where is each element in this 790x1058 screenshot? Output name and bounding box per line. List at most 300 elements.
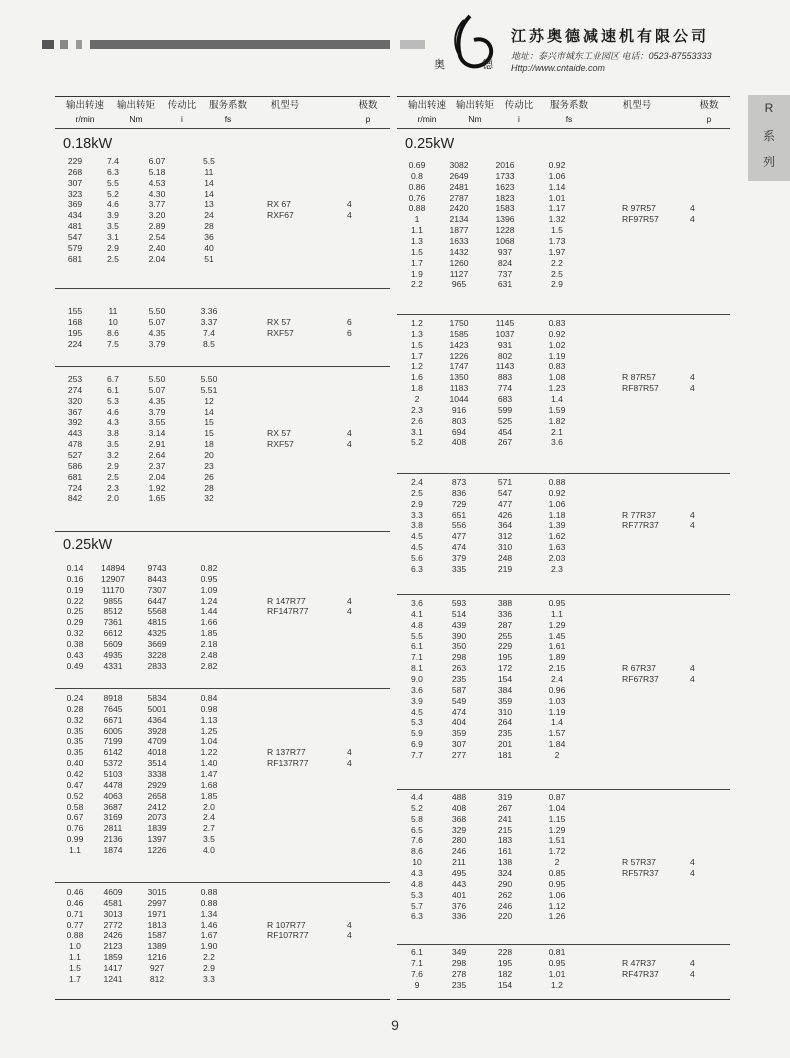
table-cell: 4331 bbox=[103, 660, 123, 671]
table-cell: 262 bbox=[497, 889, 513, 900]
table-row bbox=[397, 520, 730, 531]
table-cell: 310 bbox=[497, 542, 513, 553]
table-cell: 1585 bbox=[449, 328, 469, 339]
table-cell: 1241 bbox=[103, 973, 123, 984]
table-cell: 267 bbox=[497, 802, 513, 813]
table-cell: 2.2 bbox=[411, 279, 423, 290]
gearbox-model: RF147R77 bbox=[267, 606, 309, 617]
table-cell: 7307 bbox=[147, 584, 167, 595]
table-row bbox=[55, 450, 390, 461]
table-cell: 3.1 bbox=[107, 231, 119, 242]
table-cell: 1.5 bbox=[69, 962, 81, 973]
table-cell: 1.08 bbox=[548, 372, 566, 383]
table-row bbox=[55, 596, 390, 607]
table-cell: 1.89 bbox=[548, 652, 566, 663]
table-cell: 310 bbox=[497, 706, 513, 717]
table-cell: 3928 bbox=[147, 725, 167, 736]
table-cell: 264 bbox=[497, 717, 513, 728]
table-cell: 0.14 bbox=[66, 563, 84, 573]
table-cell: 4.1 bbox=[411, 608, 423, 619]
table-cell: 0.46 bbox=[66, 887, 84, 897]
table-row bbox=[55, 428, 390, 439]
side-tab-text: 系 bbox=[762, 129, 775, 143]
table-cell: 4478 bbox=[103, 779, 123, 790]
table-row bbox=[55, 909, 390, 920]
table-cell: 556 bbox=[451, 520, 467, 531]
table-cell: 0.76 bbox=[408, 192, 426, 203]
table-cell: 0.71 bbox=[66, 908, 84, 919]
table-cell: 298 bbox=[451, 957, 467, 968]
table-row bbox=[55, 715, 390, 726]
table-cell: 0.38 bbox=[66, 638, 84, 649]
table-cell: 0.67 bbox=[66, 812, 84, 823]
table-cell: 8.6 bbox=[411, 846, 423, 857]
table-cell: 349 bbox=[451, 947, 467, 957]
pole-count: 4 bbox=[690, 673, 695, 684]
table-cell: 443 bbox=[451, 878, 467, 889]
table-cell: 1.18 bbox=[548, 509, 566, 520]
table-cell: 229 bbox=[67, 156, 83, 166]
table-row bbox=[397, 879, 730, 890]
table-cell: 9855 bbox=[103, 595, 123, 606]
pole-count: 4 bbox=[690, 957, 695, 968]
table-cell: 883 bbox=[497, 372, 513, 383]
table-header-row bbox=[55, 97, 390, 129]
table-cell: 6.1 bbox=[107, 384, 119, 395]
table-cell: 1.85 bbox=[200, 790, 218, 801]
table-row bbox=[55, 791, 390, 802]
table-cell: 439 bbox=[451, 619, 467, 630]
table-cell: 3.5 bbox=[107, 439, 119, 450]
table-cell: 5.3 bbox=[411, 717, 423, 728]
table-cell: 312 bbox=[497, 531, 513, 542]
column-header bbox=[679, 97, 739, 124]
gearbox-model: RXF57 bbox=[267, 327, 294, 338]
table-row bbox=[55, 243, 390, 254]
table-cell: 5.18 bbox=[148, 166, 166, 177]
table-row bbox=[397, 236, 730, 247]
table-row bbox=[397, 707, 730, 718]
table-cell: 4.30 bbox=[148, 188, 166, 199]
table-cell: 224 bbox=[67, 338, 83, 349]
table-cell: 0.25 bbox=[66, 606, 84, 617]
table-cell: 1823 bbox=[495, 192, 515, 203]
table-cell: 547 bbox=[67, 231, 83, 242]
table-cell: 1.3 bbox=[411, 328, 423, 339]
table-cell: 1.3 bbox=[411, 235, 423, 246]
pole-count: 4 bbox=[690, 372, 695, 383]
table-cell: 290 bbox=[497, 878, 513, 889]
column-header-label: 输出转速 bbox=[407, 100, 446, 111]
table-cell: 0.32 bbox=[66, 628, 84, 639]
table-row bbox=[397, 609, 730, 620]
table-cell: 1145 bbox=[495, 318, 515, 328]
table-cell: 477 bbox=[497, 498, 513, 509]
table-cell: 183 bbox=[497, 835, 513, 846]
table-cell: 3082 bbox=[449, 160, 469, 170]
table-row bbox=[55, 585, 390, 596]
table-row bbox=[55, 210, 390, 221]
header-stripe bbox=[400, 40, 425, 49]
pole-count: 4 bbox=[690, 203, 695, 214]
table-cell: 5609 bbox=[103, 638, 123, 649]
table-cell: 307 bbox=[67, 177, 83, 188]
table-cell: 18 bbox=[204, 439, 214, 450]
table-cell: 4609 bbox=[103, 887, 123, 897]
table-row bbox=[55, 823, 390, 834]
power-rating-title: 0.18kW bbox=[63, 136, 113, 152]
table-cell: 495 bbox=[451, 867, 467, 878]
table-row bbox=[397, 258, 730, 269]
table-cell: 1.97 bbox=[548, 246, 566, 257]
table-row bbox=[55, 417, 390, 428]
table-cell: 547 bbox=[497, 487, 513, 498]
table-cell: 1583 bbox=[495, 203, 515, 214]
table-row bbox=[397, 846, 730, 857]
table-cell: 2.7 bbox=[203, 823, 215, 834]
table-row bbox=[55, 254, 390, 265]
table-cell: 0.43 bbox=[66, 649, 84, 660]
table-cell: 379 bbox=[451, 552, 467, 563]
table-cell: 280 bbox=[451, 835, 467, 846]
table-row bbox=[55, 661, 390, 672]
table-cell: 15 bbox=[204, 417, 214, 428]
column-header-unit: Nm bbox=[129, 114, 143, 124]
pole-count: 4 bbox=[347, 595, 352, 606]
table-cell: 23 bbox=[204, 460, 214, 471]
table-cell: 2.3 bbox=[411, 404, 423, 415]
table-cell: 1623 bbox=[495, 181, 515, 192]
table-row bbox=[397, 269, 730, 280]
gearbox-model: R 67R37 bbox=[622, 663, 656, 674]
table-cell: 1.4 bbox=[551, 393, 563, 404]
table-cell: 6612 bbox=[103, 628, 123, 639]
table-cell: 319 bbox=[497, 792, 513, 802]
table-cell: 155 bbox=[67, 306, 83, 316]
table-cell: 5.3 bbox=[411, 889, 423, 900]
table-cell: 1.8 bbox=[411, 383, 423, 394]
table-row bbox=[55, 974, 390, 985]
table-cell: 737 bbox=[497, 268, 513, 279]
table-cell: 5.07 bbox=[148, 384, 166, 395]
table-row bbox=[55, 617, 390, 628]
left-selection-table bbox=[55, 96, 390, 1000]
table-cell: 3013 bbox=[103, 908, 123, 919]
table-cell: 842 bbox=[67, 493, 83, 504]
table-cell: 3.6 bbox=[551, 437, 563, 448]
table-row bbox=[55, 736, 390, 747]
table-row bbox=[397, 980, 730, 991]
table-cell: 5834 bbox=[147, 693, 167, 703]
table-cell: 3.1 bbox=[411, 426, 423, 437]
table-cell: 488 bbox=[451, 792, 467, 802]
table-cell: 1.2 bbox=[411, 361, 423, 372]
table-cell: 7361 bbox=[103, 617, 123, 628]
table-cell: 228 bbox=[497, 947, 513, 957]
table-cell: 235 bbox=[451, 673, 467, 684]
table-cell: 2.5 bbox=[107, 253, 119, 264]
table-cell: 4815 bbox=[147, 617, 167, 628]
table-row bbox=[397, 814, 730, 825]
table-cell: 0.81 bbox=[548, 947, 566, 957]
table-cell: 2134 bbox=[449, 214, 469, 225]
column-header-label: 机型号 bbox=[622, 100, 652, 111]
pole-count: 4 bbox=[690, 857, 695, 868]
table-cell: 931 bbox=[497, 339, 513, 350]
table-cell: 0.82 bbox=[200, 563, 218, 573]
table-cell: 0.96 bbox=[548, 684, 566, 695]
table-cell: 3.8 bbox=[107, 428, 119, 439]
table-cell: 1.06 bbox=[548, 170, 566, 181]
gearbox-model: R 97R57 bbox=[622, 203, 656, 214]
table-cell: 0.19 bbox=[66, 584, 84, 595]
power-rating-title: 0.25kW bbox=[63, 537, 113, 553]
table-cell: 1.1 bbox=[69, 952, 81, 963]
table-row bbox=[55, 650, 390, 661]
table-cell: 0.16 bbox=[66, 573, 84, 584]
table-row bbox=[397, 641, 730, 652]
table-cell: 1.6 bbox=[411, 372, 423, 383]
company-logo bbox=[430, 12, 505, 74]
table-cell: 812 bbox=[149, 973, 165, 984]
table-row bbox=[55, 747, 390, 758]
table-row bbox=[397, 542, 730, 553]
table-row bbox=[55, 317, 390, 328]
table-row bbox=[55, 845, 390, 856]
table-cell: 7.4 bbox=[203, 327, 215, 338]
table-cell: 3.37 bbox=[200, 316, 218, 327]
table-row bbox=[55, 339, 390, 350]
table-cell: 7.6 bbox=[411, 835, 423, 846]
table-cell: 401 bbox=[451, 889, 467, 900]
table-row bbox=[55, 920, 390, 931]
table-cell: 1037 bbox=[495, 328, 515, 339]
gearbox-model: R 147R77 bbox=[267, 595, 306, 606]
table-cell: 1.12 bbox=[548, 900, 566, 911]
table-cell: 2.2 bbox=[203, 952, 215, 963]
table-cell: 426 bbox=[497, 509, 513, 520]
table-cell: 1226 bbox=[147, 844, 167, 855]
side-tab-text: R bbox=[764, 101, 774, 115]
table-row bbox=[397, 835, 730, 846]
table-row bbox=[55, 963, 390, 974]
table-cell: 255 bbox=[497, 630, 513, 641]
table-cell: 0.29 bbox=[66, 617, 84, 628]
table-cell: 2.91 bbox=[148, 439, 166, 450]
table-row bbox=[55, 758, 390, 769]
table-cell: 3514 bbox=[147, 758, 167, 769]
table-row bbox=[397, 663, 730, 674]
table-cell: 1216 bbox=[147, 952, 167, 963]
table-cell: 4.35 bbox=[148, 327, 166, 338]
table-cell: 587 bbox=[451, 684, 467, 695]
table-cell: 1.73 bbox=[548, 235, 566, 246]
table-cell: 1.45 bbox=[548, 630, 566, 641]
table-cell: 8.6 bbox=[107, 327, 119, 338]
table-cell: 138 bbox=[497, 857, 513, 868]
table-row bbox=[397, 803, 730, 814]
gearbox-model: RX 67 bbox=[267, 199, 291, 210]
table-cell: 474 bbox=[451, 706, 467, 717]
table-cell: 235 bbox=[497, 728, 513, 739]
table-cell: 2.15 bbox=[548, 663, 566, 674]
table-row bbox=[397, 279, 730, 290]
table-cell: 4018 bbox=[147, 747, 167, 758]
column-header-unit: p bbox=[706, 114, 712, 124]
table-row bbox=[397, 728, 730, 739]
table-cell: 683 bbox=[497, 393, 513, 404]
table-cell: 571 bbox=[497, 477, 513, 487]
table-cell: 1.06 bbox=[548, 889, 566, 900]
table-cell: 4364 bbox=[147, 714, 167, 725]
table-cell: 2.54 bbox=[148, 231, 166, 242]
table-cell: 1228 bbox=[495, 225, 515, 236]
column-header bbox=[539, 97, 599, 124]
table-cell: 3.55 bbox=[148, 417, 166, 428]
table-cell: 0.69 bbox=[408, 160, 426, 170]
header-stripe bbox=[60, 40, 68, 49]
table-cell: 4063 bbox=[103, 790, 123, 801]
table-row bbox=[397, 792, 730, 803]
table-cell: 10 bbox=[108, 316, 118, 327]
table-cell: 4325 bbox=[147, 628, 167, 639]
table-cell: 0.99 bbox=[66, 834, 84, 845]
table-cell: 0.49 bbox=[66, 660, 84, 671]
table-cell: 3.79 bbox=[148, 338, 166, 349]
table-cell: 7.1 bbox=[411, 957, 423, 968]
table-cell: 2.64 bbox=[148, 449, 166, 460]
table-cell: 182 bbox=[497, 968, 513, 979]
table-cell: 329 bbox=[451, 824, 467, 835]
table-cell: 1.51 bbox=[548, 835, 566, 846]
table-cell: 287 bbox=[497, 619, 513, 630]
table-cell: 229 bbox=[497, 641, 513, 652]
pole-count: 4 bbox=[690, 509, 695, 520]
table-row bbox=[55, 834, 390, 845]
table-row bbox=[55, 704, 390, 715]
table-cell: 6.3 bbox=[107, 166, 119, 177]
pole-count: 6 bbox=[347, 316, 352, 327]
table-cell: 0.98 bbox=[200, 703, 218, 714]
table-cell: 5.50 bbox=[148, 374, 166, 384]
table-cell: 1.24 bbox=[200, 595, 218, 606]
table-cell: 1733 bbox=[495, 170, 515, 181]
column-header-unit: i bbox=[181, 114, 183, 124]
table-cell: 5.50 bbox=[148, 306, 166, 316]
table-cell: 9 bbox=[414, 979, 420, 990]
table-cell: 0.95 bbox=[548, 598, 566, 608]
pole-count: 4 bbox=[347, 199, 352, 210]
table-cell: 1.65 bbox=[148, 493, 166, 504]
table-cell: 3.6 bbox=[411, 684, 423, 695]
table-cell: 6.1 bbox=[411, 947, 423, 957]
table-cell: 1.7 bbox=[411, 350, 423, 361]
table-cell: 1.23 bbox=[548, 383, 566, 394]
column-header-unit: fs bbox=[565, 114, 573, 124]
table-cell: 2420 bbox=[449, 203, 469, 214]
table-cell: 15 bbox=[204, 428, 214, 439]
table-cell: 7.1 bbox=[411, 652, 423, 663]
table-cell: 1.5 bbox=[411, 246, 423, 257]
column-header-label: 服务系数 bbox=[549, 100, 588, 111]
right-selection-table bbox=[397, 96, 730, 1000]
table-cell: 11 bbox=[108, 306, 118, 316]
gearbox-model: RF87R57 bbox=[622, 383, 659, 394]
table-cell: 0.95 bbox=[548, 878, 566, 889]
table-row bbox=[397, 372, 730, 383]
table-cell: 2.5 bbox=[411, 487, 423, 498]
table-cell: 2.9 bbox=[551, 279, 563, 290]
table-row bbox=[55, 802, 390, 813]
table-cell: 1260 bbox=[449, 257, 469, 268]
table-cell: 2.4 bbox=[411, 477, 423, 487]
table-cell: 2.40 bbox=[148, 242, 166, 253]
table-cell: 5372 bbox=[103, 758, 123, 769]
table-cell: 3.8 bbox=[411, 520, 423, 531]
table-cell: 1877 bbox=[449, 225, 469, 236]
table-cell: 0.88 bbox=[548, 477, 566, 487]
gearbox-model: RXF67 bbox=[267, 210, 294, 221]
pole-count: 4 bbox=[347, 747, 352, 758]
table-cell: 14 bbox=[204, 188, 214, 199]
table-cell: 220 bbox=[497, 911, 513, 922]
table-cell: 24 bbox=[204, 210, 214, 221]
table-cell: 1.5 bbox=[411, 339, 423, 350]
table-cell: 168 bbox=[67, 316, 83, 327]
table-cell: 1396 bbox=[495, 214, 515, 225]
gearbox-model: RXF57 bbox=[267, 439, 294, 450]
gearbox-model: RX 57 bbox=[267, 428, 291, 439]
table-cell: 0.22 bbox=[66, 595, 84, 606]
table-row bbox=[55, 726, 390, 737]
table-cell: 2.2 bbox=[551, 257, 563, 268]
table-cell: 0.83 bbox=[548, 361, 566, 372]
table-cell: 20 bbox=[204, 449, 214, 460]
logo-char: 德 bbox=[482, 59, 493, 71]
table-cell: 1.13 bbox=[200, 714, 218, 725]
table-cell: 4.8 bbox=[411, 619, 423, 630]
table-cell: 219 bbox=[497, 563, 513, 574]
table-cell: 2.48 bbox=[200, 649, 218, 660]
table-cell: 5.5 bbox=[107, 177, 119, 188]
table-cell: 1.66 bbox=[200, 617, 218, 628]
table-row bbox=[55, 439, 390, 450]
table-cell: 323 bbox=[67, 188, 83, 199]
pole-count: 4 bbox=[690, 968, 695, 979]
table-cell: 5.2 bbox=[411, 437, 423, 448]
table-cell: 1350 bbox=[449, 372, 469, 383]
column-header-label: 传动比 bbox=[504, 100, 534, 111]
table-row bbox=[55, 189, 390, 200]
table-cell: 2 bbox=[414, 393, 420, 404]
table-cell: 298 bbox=[451, 652, 467, 663]
table-row bbox=[397, 890, 730, 901]
table-cell: 0.40 bbox=[66, 758, 84, 769]
table-cell: 2.4 bbox=[203, 812, 215, 823]
table-cell: 3.2 bbox=[107, 449, 119, 460]
table-cell: 1.62 bbox=[548, 531, 566, 542]
table-cell: 7645 bbox=[103, 703, 123, 714]
table-row bbox=[397, 564, 730, 575]
table-cell: 235 bbox=[451, 979, 467, 990]
table-cell: 248 bbox=[497, 552, 513, 563]
table-cell: 4.3 bbox=[411, 867, 423, 878]
table-cell: 0.46 bbox=[66, 897, 84, 908]
table-cell: 1.0 bbox=[69, 941, 81, 952]
table-row bbox=[55, 493, 390, 504]
table-cell: 593 bbox=[451, 598, 467, 608]
gearbox-model: RF107R77 bbox=[267, 930, 309, 941]
